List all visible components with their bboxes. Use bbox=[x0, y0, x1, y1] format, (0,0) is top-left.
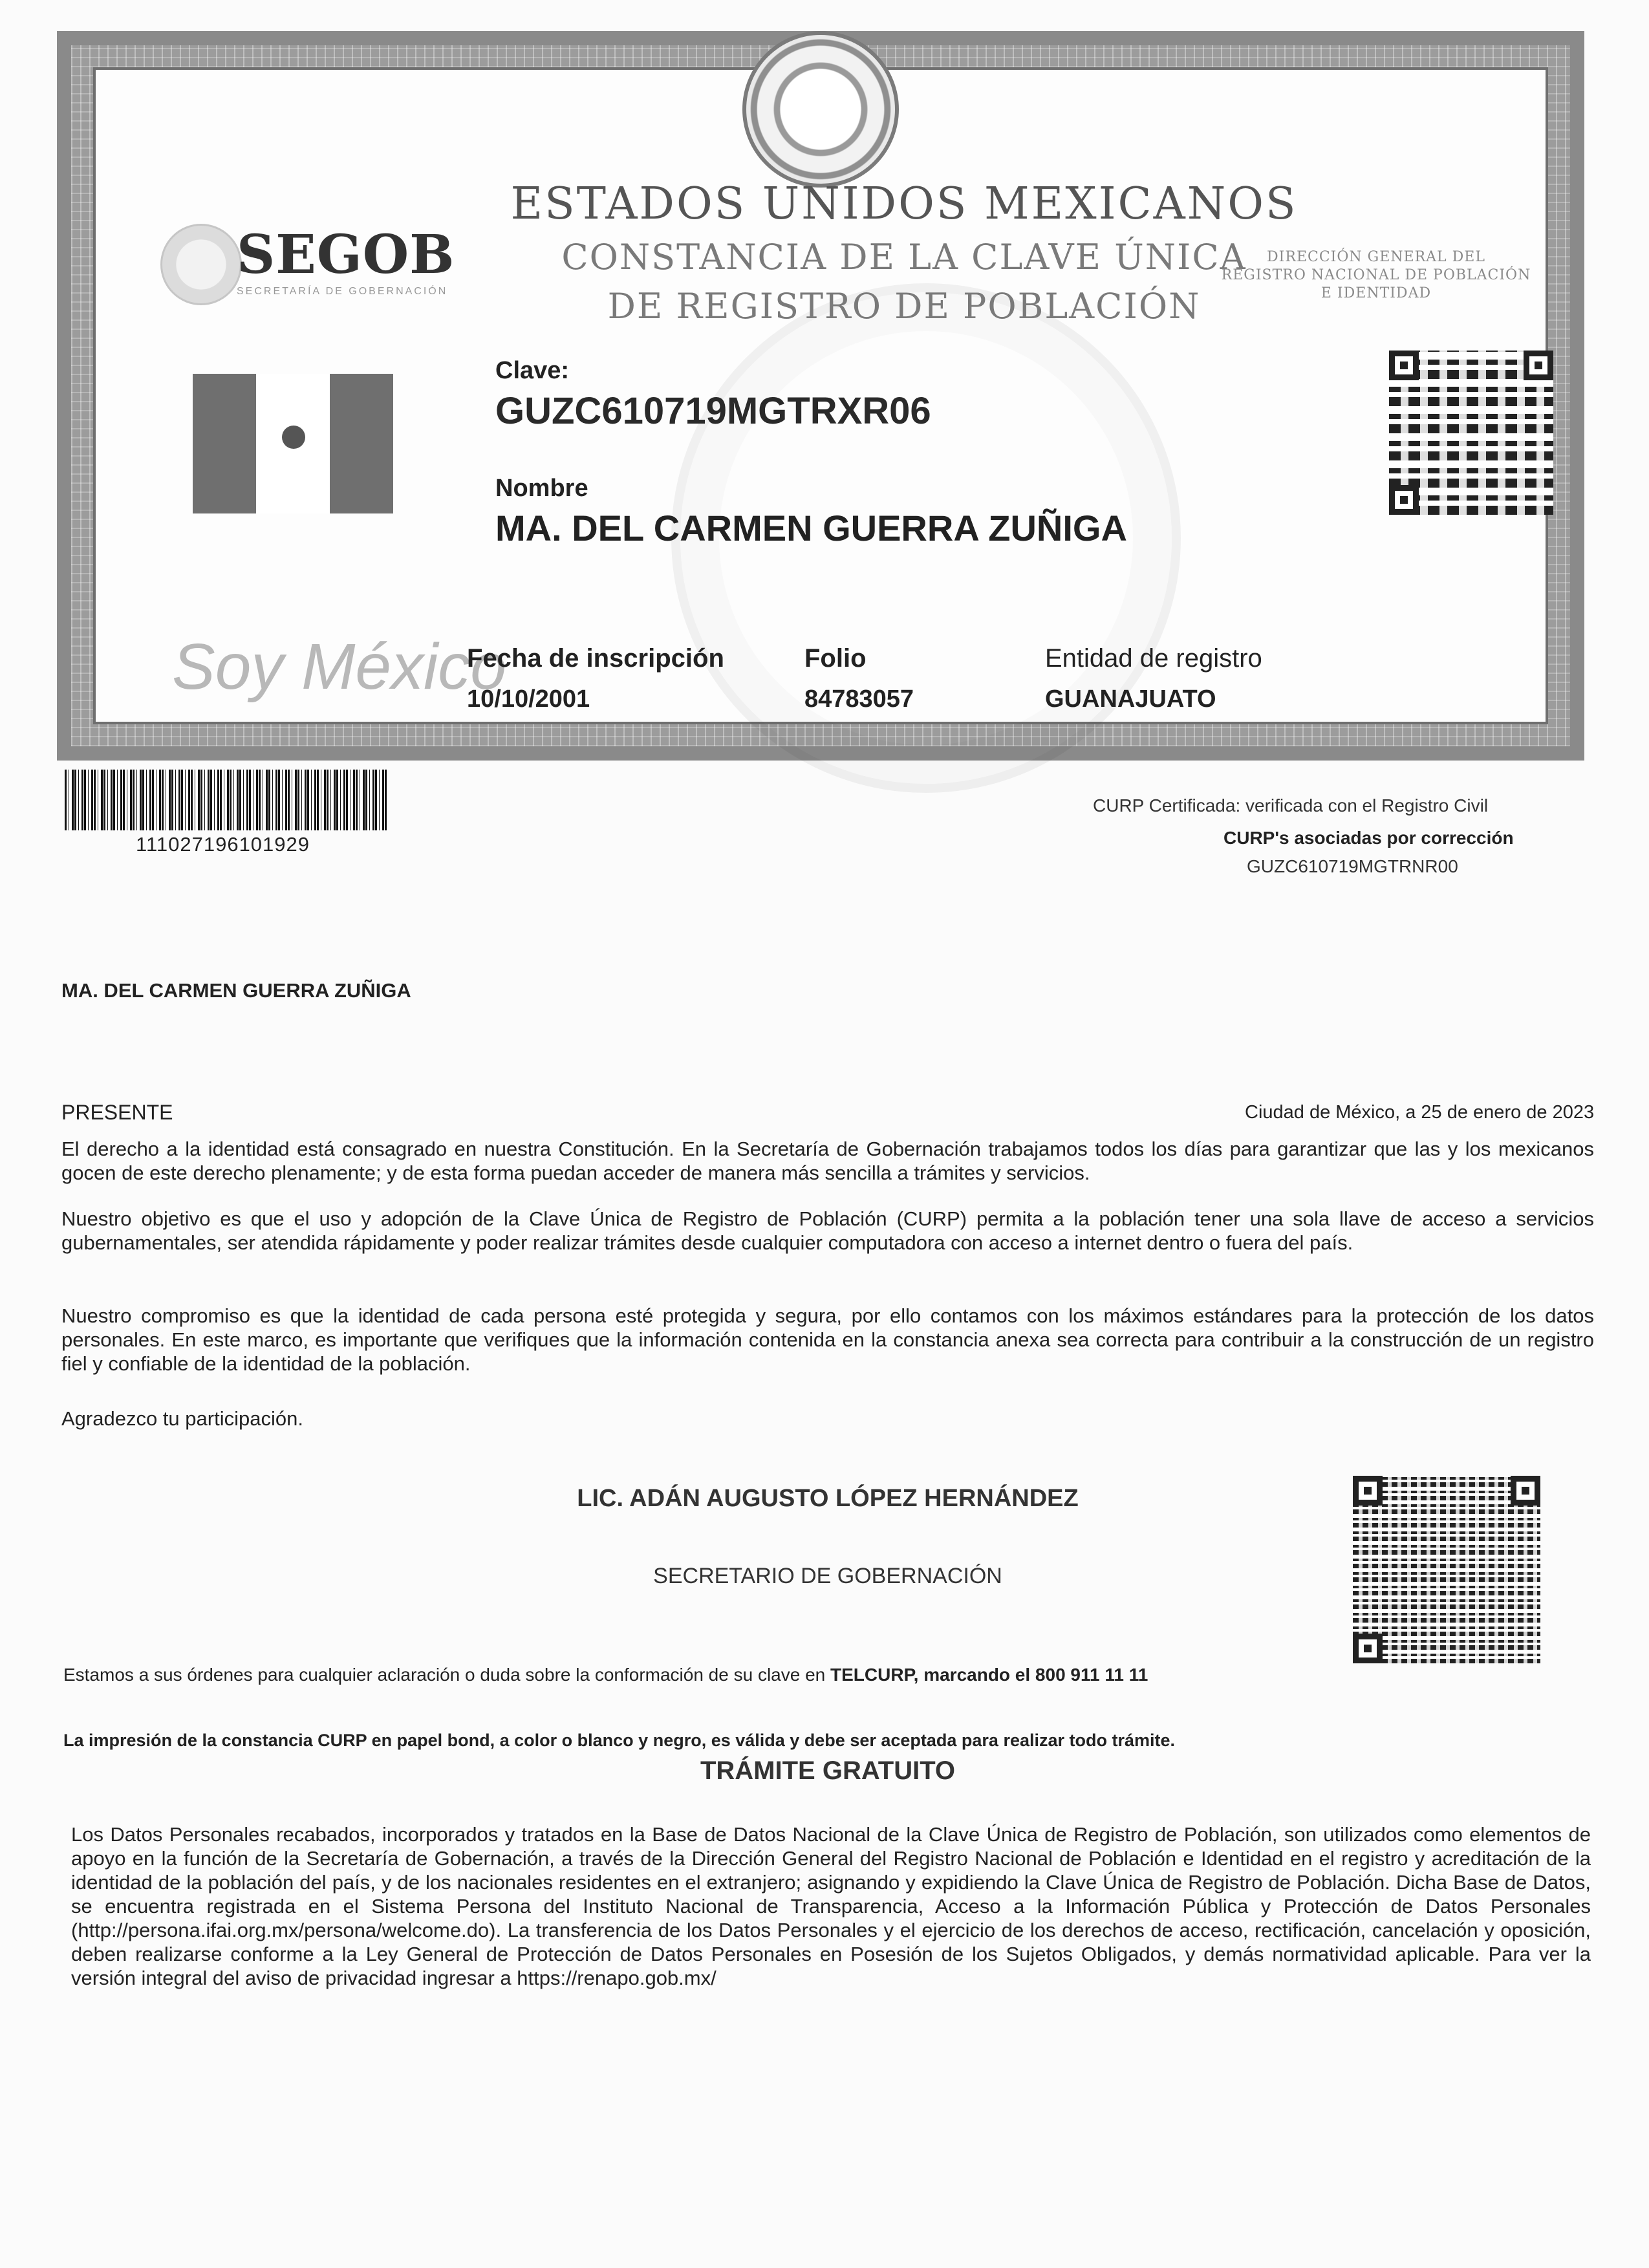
nombre-label: Nombre bbox=[495, 475, 588, 502]
telcurp-text: Estamos a sus órdenes para cualquier aclaración o duda sobre la conformación de su clave en bbox=[63, 1665, 826, 1685]
entidad-registro-label: Entidad de registro bbox=[1045, 644, 1262, 673]
document-title: ESTADOS UNIDOS MEXICANOS bbox=[510, 178, 1298, 230]
signer-title: SECRETARIO DE GOBERNACIÓN bbox=[653, 1564, 1002, 1588]
letter-paragraph-3: Nuestro compromiso es que la identidad de cada persona esté protegida y segura, por ello contamos con los máximos estándares para la protección de los datos personales. En este marco, es importante que verifiques que la información contenida en la constancia anexa sea correcta para contribuir a la construcción de un registro fiel y confiable de la identidad de la población. bbox=[61, 1304, 1594, 1375]
segob-subtitle: SECRETARÍA DE GOBERNACIÓN bbox=[237, 286, 448, 297]
national-seal-ornament bbox=[742, 31, 899, 188]
folio-label: Folio bbox=[804, 644, 867, 673]
curp-asociadas-label: CURP's asociadas por corrección bbox=[1223, 828, 1514, 848]
privacy-notice: Los Datos Personales recabados, incorporados y tratados en la Base de Datos Nacional de la Clave Única de Registro de Población, son utilizados como elementos de apoyo en la función de la Secretaría de Gobernación, a través de la Dirección General del Registro Nacional de Población e Identidad en el registro y acreditación de la identidad de la población del país, y de los nacionales residentes en el extranjero; asignando y expidiendo la Clave Única de Registro de Población. Dicha Base de Datos, se encuentra registrada en el Sistema Persona del Instituto Nacional de Transparencia, Acceso a la Información Pública y Protección de Datos Personales (http://persona.ifai.org.mx/persona/welcome.do). La transferencia de los Datos Personales y el ejercicio de los derechos de acceso, rectificación, cancelación y oposición, deben realizarse conforme a la Ley General de Protección de Datos Personales en Posesión de los Sujetos Obligados, y demás normatividad aplicable. Para ver la versión integral del aviso de privacidad ingresar a https://renapo.gob.mx/ bbox=[71, 1823, 1591, 1989]
telcurp-number: TELCURP, marcando el 800 911 11 11 bbox=[830, 1665, 1148, 1685]
telcurp-line bbox=[63, 1665, 1148, 1685]
clave-value: GUZC610719MGTRXR06 bbox=[495, 390, 931, 432]
impresion-note: La impresión de la constancia CURP en papel bond, a color o blanco y negro, es válida y debe ser aceptada para realizar todo trámite. bbox=[63, 1731, 1176, 1750]
place-date: Ciudad de México, a 25 de enero de 2023 bbox=[1245, 1102, 1595, 1123]
certificate-qr-code bbox=[1389, 351, 1553, 515]
nombre-value: MA. DEL CARMEN GUERRA ZUÑIGA bbox=[495, 508, 1127, 548]
document-subtitle-line2: DE REGISTRO DE POBLACIÓN bbox=[607, 286, 1201, 327]
segob-emblem-icon bbox=[160, 224, 242, 305]
document-subtitle-line1: CONSTANCIA DE LA CLAVE ÚNICA bbox=[561, 237, 1247, 277]
letter-paragraph-1: El derecho a la identidad está consagrado en nuestra Constitución. En la Secretaría de Gobernación trabajamos todos los días para garantizar que las y los mexicanos gocen de este derecho plenamente; y de esta forma puedan acceder de manera más sencilla a trámites y servicios. bbox=[61, 1138, 1594, 1184]
curp-certificada-text: CURP Certificada: verificada con el Registro Civil bbox=[1093, 795, 1489, 815]
presente-label: PRESENTE bbox=[61, 1101, 173, 1124]
signer-name: LIC. ADÁN AUGUSTO LÓPEZ HERNÁNDEZ bbox=[577, 1485, 1079, 1512]
letter-paragraph-2: Nuestro objetivo es que el uso y adopción de la Clave Única de Registro de Población (CURP) permita a la población tener una sola llave de acceso a servicios gubernamentales, ser atendida rápidamente y poder realizar trámites desde cualquier computadora con acceso a internet dentro o fuera del país. bbox=[61, 1207, 1594, 1254]
barcode bbox=[65, 770, 388, 830]
fecha-inscripcion-value: 10/10/2001 bbox=[467, 686, 590, 713]
direccion-line2: REGISTRO NACIONAL DE POBLACIÓN bbox=[1221, 267, 1531, 283]
barcode-number: 111027196101929 bbox=[136, 833, 310, 856]
letter-recipient: MA. DEL CARMEN GUERRA ZUÑIGA bbox=[61, 979, 411, 1002]
signature-qr-code bbox=[1353, 1476, 1540, 1663]
certificate-ornamental-border bbox=[71, 45, 1570, 746]
fecha-inscripcion-label: Fecha de inscripción bbox=[467, 644, 724, 673]
curp-certificate-card bbox=[57, 31, 1584, 761]
soy-mexico-slogan: Soy México bbox=[172, 631, 506, 703]
tramite-gratuito: TRÁMITE GRATUITO bbox=[700, 1756, 956, 1785]
entidad-registro-value: GUANAJUATO bbox=[1045, 686, 1216, 713]
direccion-general-label bbox=[1195, 248, 1557, 303]
curp-asociada-value: GUZC610719MGTRNR00 bbox=[1247, 856, 1458, 876]
segob-title: SEGOB bbox=[237, 224, 455, 286]
letter-closing: Agradezco tu participación. bbox=[61, 1407, 303, 1430]
mexican-flag-icon bbox=[193, 374, 393, 513]
clave-label: Clave: bbox=[495, 357, 570, 384]
direccion-line1: DIRECCIÓN GENERAL DEL bbox=[1267, 249, 1485, 265]
folio-value: 84783057 bbox=[804, 686, 914, 713]
certificate-panel bbox=[93, 67, 1548, 724]
direccion-line3: E IDENTIDAD bbox=[1320, 285, 1432, 301]
